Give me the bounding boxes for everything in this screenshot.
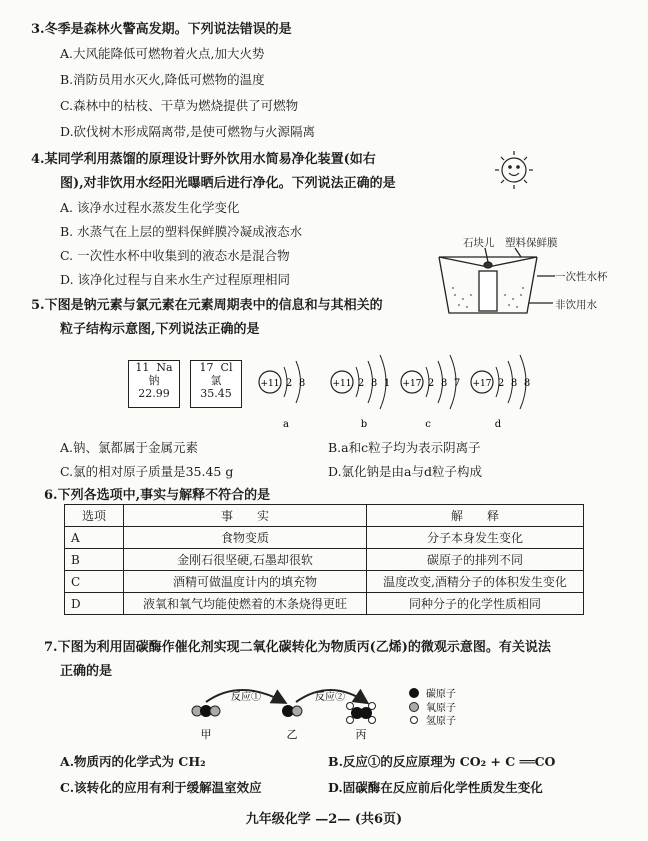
- substance-yi: 乙: [286, 728, 298, 741]
- particle-a-nucleus: +11: [260, 379, 280, 389]
- row-a-explanation: 分子本身发生变化: [367, 527, 584, 549]
- table-header-row: [65, 505, 584, 527]
- particle-b-label: b: [360, 419, 368, 430]
- substance-bing: 丙: [355, 728, 367, 741]
- q3-stem: 3.冬季是森林火警高发期。下列说法错误的是: [31, 22, 292, 37]
- q7-option-b: B.反应①的反应原理为 CO₂ + C ══CO: [328, 754, 556, 769]
- row-d-explanation: 同种分子的化学性质相同: [367, 593, 584, 615]
- substance-jia: 甲: [200, 728, 212, 741]
- particle-c-label: c: [425, 419, 431, 430]
- row-d-option: D: [65, 593, 124, 615]
- table-row: [65, 571, 584, 593]
- table-row: [65, 527, 584, 549]
- reaction-2-label: 反应②: [315, 692, 345, 703]
- q5-option-a: A.钠、氯都属于金属元素: [60, 440, 199, 455]
- q5-option-d: D.氯化钠是由a与d粒子构成: [328, 464, 483, 479]
- legend-carbon: 碳原子: [426, 689, 456, 700]
- q5-stem-line1: 5.下图是钠元素与氯元素在元素周期表中的信息和与其相关的: [31, 298, 383, 313]
- q7-option-c: C.该转化的应用有利于缓解温室效应: [60, 780, 262, 795]
- cl-mass: 35.45: [200, 387, 232, 400]
- na-name: 钠: [148, 374, 160, 387]
- cl-name: 氯: [210, 374, 222, 387]
- q3-option-a: A.大风能降低可燃物着火点,加大火势: [60, 46, 265, 61]
- particle-a: [259, 361, 305, 430]
- row-a-fact: 食物变质: [124, 527, 367, 549]
- row-b-explanation: 碳原子的排列不同: [367, 549, 584, 571]
- header-explanation: 解 释: [367, 505, 584, 527]
- element-card-na: [128, 360, 180, 408]
- na-number: 11: [135, 361, 150, 374]
- molecule-co: [282, 705, 302, 717]
- sun-icon: [495, 151, 533, 189]
- legend-hydrogen-swatch: [411, 717, 418, 724]
- q4-stem-line2: 图),对非饮用水经阳光曝晒后进行净化。下列说法正确的是: [60, 176, 396, 191]
- particle-d-nucleus: +17: [472, 379, 492, 389]
- q7-stem-line2: 正确的是: [60, 664, 113, 679]
- particle-d-shell-2: 8: [510, 378, 518, 389]
- label-water: 非饮用水: [555, 299, 597, 311]
- particle-d-label: d: [494, 419, 502, 430]
- q5-particle-diagrams: [250, 345, 550, 430]
- table-row: [65, 549, 584, 571]
- row-b-fact: 金刚石很坚硬,石墨却很软: [124, 549, 367, 571]
- particle-b: [331, 355, 390, 430]
- particle-d-shell-3: 8: [523, 378, 531, 389]
- q4-option-c: C. 一次性水杯中收集到的液态水是混合物: [60, 248, 290, 263]
- q5-stem-line2: 粒子结构示意图,下列说法正确的是: [60, 322, 260, 337]
- legend: [409, 687, 456, 727]
- row-c-fact: 酒精可做温度计内的填充物: [124, 571, 367, 593]
- page-footer: 九年级化学 —2— (共6页): [245, 812, 403, 827]
- q7-stem-line1: 7.下图为利用固碳酶作催化剂实现二氧化碳转化为物质丙(乙烯)的微观示意图。有关说法: [44, 640, 551, 655]
- molecule-ethylene: [347, 703, 376, 724]
- header-fact: 事 实: [124, 505, 367, 527]
- q3-option-d: D.砍伐树木形成隔离带,是使可燃物与火源隔离: [60, 124, 316, 139]
- legend-oxygen: 氧原子: [426, 703, 456, 714]
- particle-c-shell-3: 7: [453, 378, 461, 389]
- q3-option-c: C.森林中的枯枝、干草为燃烧提供了可燃物: [60, 98, 299, 113]
- table-row: [65, 593, 584, 615]
- header-option: 选项: [65, 505, 124, 527]
- particle-c-shell-1: 2: [427, 378, 435, 389]
- q4-stem-line1: 4.某同学利用蒸馏的原理设计野外饮用水简易净化装置(如右: [31, 152, 376, 167]
- cl-symbol: Cl: [220, 361, 233, 374]
- q3-option-b: B.消防员用水灭火,降低可燃物的温度: [60, 72, 265, 87]
- q5-option-c: C.氯的相对原子质量是35.45 g: [60, 464, 234, 479]
- q6-fact-table: [64, 504, 584, 615]
- particle-b-shell-1: 2: [357, 378, 365, 389]
- molecule-co2: [192, 705, 220, 717]
- row-c-explanation: 温度改变,酒精分子的体积发生变化: [367, 571, 584, 593]
- q7-option-a: A.物质丙的化学式为 CH₂: [60, 754, 206, 769]
- row-c-option: C: [65, 571, 124, 593]
- q7-option-d: D.固碳酶在反应前后化学性质发生变化: [328, 780, 543, 795]
- particle-c: [401, 355, 460, 430]
- particle-d: [471, 355, 530, 430]
- particle-c-shell-2: 8: [440, 378, 448, 389]
- legend-carbon-swatch: [409, 688, 419, 698]
- particle-a-shell-2: 8: [298, 378, 306, 389]
- legend-hydrogen: 氢原子: [426, 716, 456, 727]
- na-mass: 22.99: [138, 387, 170, 400]
- na-symbol: Na: [156, 361, 173, 374]
- row-b-option: B: [65, 549, 124, 571]
- label-stone: 石块儿: [463, 237, 495, 249]
- q6-stem: 6.下列各选项中,事实与解释不符合的是: [44, 488, 271, 503]
- particle-b-shell-3: 1: [383, 378, 391, 389]
- particle-c-nucleus: +17: [402, 379, 422, 389]
- particle-b-shell-2: 8: [370, 378, 378, 389]
- q7-reaction-diagram: [180, 680, 480, 742]
- particle-d-shell-1: 2: [497, 378, 505, 389]
- q4-option-d: D. 该净化过程与自来水生产过程原理相同: [60, 272, 291, 287]
- label-film: 塑料保鲜膜: [505, 237, 558, 249]
- q4-option-a: A. 该净水过程水蒸发生化学变化: [60, 200, 240, 215]
- element-card-cl: [190, 360, 242, 408]
- q4-option-b: B. 水蒸气在上层的塑料保鲜膜冷凝成液态水: [60, 224, 303, 239]
- particle-b-nucleus: +11: [332, 379, 352, 389]
- label-cup: 一次性水杯: [555, 271, 608, 283]
- row-a-option: A: [65, 527, 124, 549]
- particle-a-label: a: [283, 419, 289, 430]
- reaction-1-label: 反应①: [231, 692, 261, 703]
- still-apparatus: [439, 248, 555, 313]
- row-d-fact: 液氧和氧气均能使燃着的木条烧得更旺: [124, 593, 367, 615]
- q5-option-b: B.a和c粒子均为表示阴离子: [328, 440, 481, 455]
- legend-oxygen-swatch: [410, 703, 419, 712]
- cl-number: 17: [199, 361, 214, 374]
- particle-a-shell-1: 2: [285, 378, 293, 389]
